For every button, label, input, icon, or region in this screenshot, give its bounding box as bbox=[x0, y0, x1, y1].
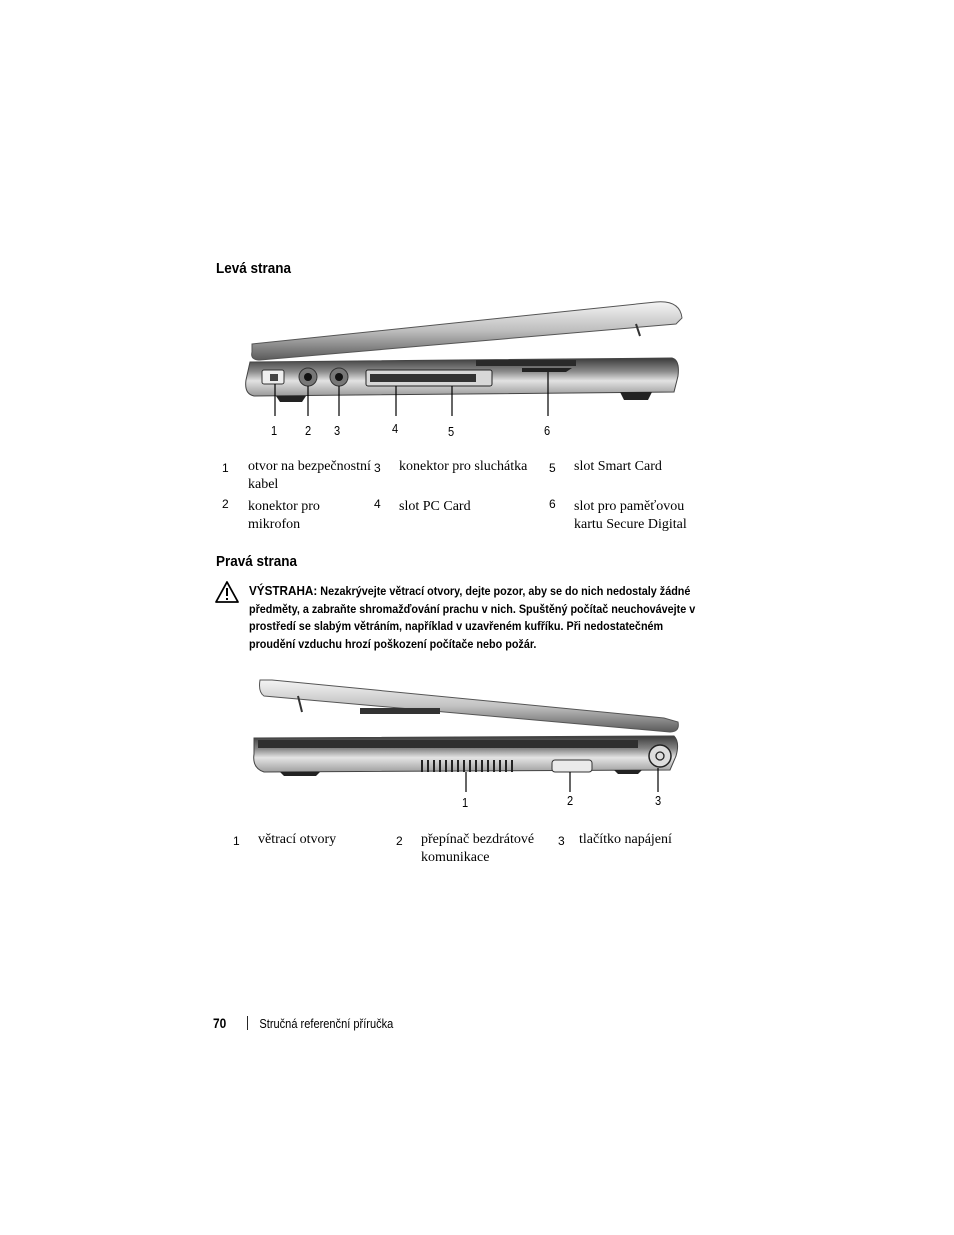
legend-text: otvor na bezpečnostní kabel bbox=[248, 459, 371, 492]
legend-text: konektor pro mikrofon bbox=[248, 499, 320, 532]
left-side-legend bbox=[222, 458, 702, 534]
legend-text: slot PC Card bbox=[399, 499, 471, 514]
callout-2: 2 bbox=[567, 793, 574, 808]
footer-divider bbox=[247, 1016, 248, 1030]
legend-number: 3 bbox=[374, 461, 381, 475]
legend-number: 1 bbox=[222, 461, 229, 475]
legend-number: 3 bbox=[558, 834, 565, 848]
legend-number: 6 bbox=[549, 497, 556, 511]
legend-text: přepínač bezdrátové komunikace bbox=[421, 832, 535, 865]
legend-row bbox=[222, 494, 702, 534]
legend-number: 2 bbox=[396, 834, 403, 848]
legend-row bbox=[233, 831, 693, 867]
legend-text: slot pro paměťovou kartu Secure Digital bbox=[574, 499, 687, 532]
warning-text bbox=[249, 582, 704, 653]
legend-number: 1 bbox=[233, 834, 240, 848]
callout-1: 1 bbox=[271, 423, 278, 438]
legend-number: 4 bbox=[374, 497, 381, 511]
legend-text: konektor pro sluchátka bbox=[399, 459, 528, 474]
callout-5: 5 bbox=[448, 424, 455, 439]
legend-text: větrací otvory bbox=[258, 832, 337, 847]
callout-3: 3 bbox=[334, 423, 341, 438]
legend-text: slot Smart Card bbox=[574, 459, 662, 474]
right-side-legend bbox=[233, 831, 693, 867]
callout-6: 6 bbox=[544, 423, 551, 438]
legend-number: 5 bbox=[549, 461, 556, 475]
warning-body: Nezakrývejte větrací otvory, dejte pozor, aby se do nich nedostaly žádné předměty, a zabraňte shromažďování prachu v nich. Spuštěný počítač neuchovávejte v prostředí se slabým větráním, například v uzavřeném kufříku. Při nedostatečném proudění vzduchu hrozí poškození počítače nebo požár. bbox=[249, 584, 696, 651]
legend-row bbox=[222, 458, 702, 494]
warning-triangle-icon bbox=[214, 580, 240, 604]
laptop-right-side-image bbox=[250, 672, 684, 792]
section-heading-right-side: Pravá strana bbox=[216, 553, 298, 570]
section-heading-left-side: Levá strana bbox=[216, 260, 292, 277]
document-title: Stručná referenční příručka bbox=[259, 1016, 394, 1031]
callout-3: 3 bbox=[655, 793, 662, 808]
page-footer bbox=[213, 1015, 393, 1031]
laptop-left-side-image bbox=[236, 296, 686, 416]
callout-1: 1 bbox=[462, 795, 469, 810]
warning-label: VÝSTRAHA: bbox=[249, 583, 318, 598]
callout-4: 4 bbox=[392, 421, 399, 436]
legend-number: 2 bbox=[222, 497, 229, 511]
legend-text: tlačítko napájení bbox=[579, 832, 672, 847]
callout-2: 2 bbox=[305, 423, 312, 438]
page-number: 70 bbox=[213, 1015, 227, 1031]
